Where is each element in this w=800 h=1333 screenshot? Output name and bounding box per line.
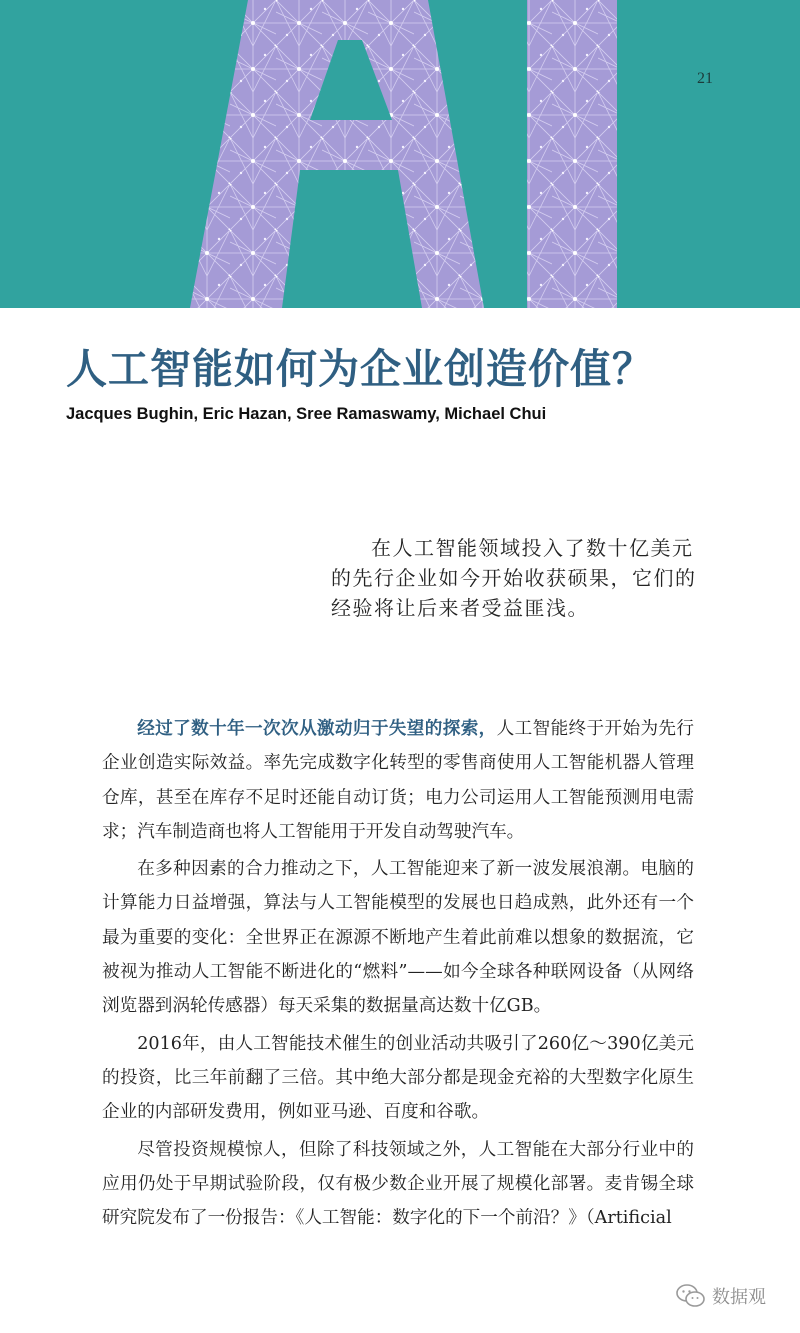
paragraph-text: 人工智能终于开始为先行企业创造实际效益。率先完成数字化转型的零售商使用人工智能机器人管理仓库，甚至在库存不足时还能自动订货；电力公司运用人工智能预测用电需求；汽车制造商也将人工智能用于开发自动驾驶汽车。 <box>102 719 694 842</box>
body-paragraph-2: 在多种因素的合力推动之下，人工智能迎来了新一波发展浪潮。电脑的计算能力日益增强，算法与人工智能模型的发展也日趋成熟，此外还有一个最为重要的变化：全世界正在源源不断地产生着此前难以想象的数据流，它被视为推动人工智能不断进化的“燃料”——如今全球各种联网设备（从网络浏览器到涡轮传感器）每天采集的数据量高达数十亿GB。 <box>102 859 694 1017</box>
lead-in-text: 经过了数十年一次次从激动归于失望的探索， <box>137 718 497 739</box>
watermark-label: 数据观 <box>712 1287 766 1308</box>
pull-quote: 在人工智能领域投入了数十亿美元的先行企业如今开始收获硕果，它们的经验将让后来者受益匪浅。 <box>331 536 697 620</box>
letter-a-shape <box>190 0 484 308</box>
body-paragraph-1 <box>102 712 694 849</box>
ai-letters-art <box>0 0 800 308</box>
letter-i-shape <box>527 0 617 308</box>
body-paragraph-3: 2016年，由人工智能技术催生的创业活动共吸引了260亿～390亿美元的投资，比三年前翻了三倍。其中绝大部分都是现金充裕的大型数字化原生企业的内部研发费用，例如亚马逊、百度和谷歌。 <box>102 1033 694 1123</box>
watermark <box>676 1282 766 1310</box>
header-banner <box>0 0 800 308</box>
article-title: 人工智能如何为企业创造价值？ <box>66 345 654 393</box>
page-number: 21 <box>697 70 713 87</box>
article-body <box>102 712 694 1238</box>
wechat-icon <box>676 1283 706 1309</box>
body-paragraph-4: 尽管投资规模惊人，但除了科技领域之外，人工智能在大部分行业中的应用仍处于早期试验阶段，仅有极少数企业开展了规模化部署。麦肯锡全球研究院发布了一份报告：《人工智能：数字化的下一个前沿？》（Artificial <box>102 1139 694 1229</box>
article-authors: Jacques Bughin, Eric Hazan, Sree Ramaswamy, Michael Chui <box>66 405 547 423</box>
